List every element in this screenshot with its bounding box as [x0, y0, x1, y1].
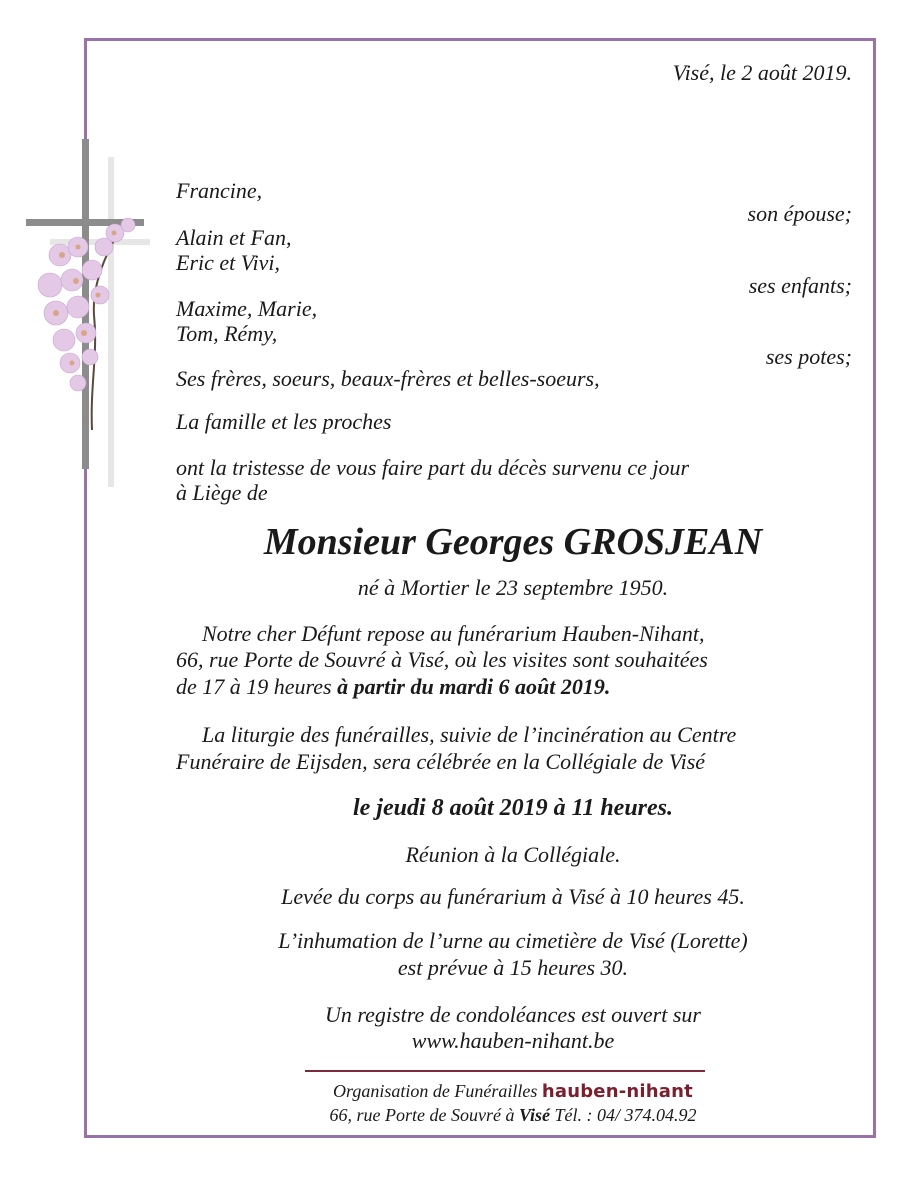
repose-line-3: de 17 à 19 heures à partir du mardi 6 août 2019. [176, 674, 611, 699]
siblings-line: Ses frères, soeurs, beaux-frères et belles-soeurs, [176, 366, 600, 391]
ceremony-date: le jeudi 8 août 2019 à 11 heures. [352, 795, 674, 821]
announcement-line-1: ont la tristesse de vous faire part du décès survenu ce jour [176, 455, 690, 480]
burial-line-1: L’inhumation de l’urne au cimetière de Visé (Lorette) [278, 928, 748, 953]
liturgy-line-2: Funéraire de Eijsden, sera célébrée en la Collégiale de Visé [176, 749, 706, 774]
condolences-link[interactable]: www.hauben-nihant.be [411, 1028, 615, 1053]
spouse-role: son épouse; [747, 201, 852, 226]
cross-orchid-icon [20, 135, 160, 495]
spouse-names: Francine, [176, 178, 263, 203]
relatives-line: La famille et les proches [176, 409, 392, 434]
repose-line-2: 66, rue Porte de Souvré à Visé, où les visites sont souhaitées [176, 647, 708, 672]
birth-line: né à Mortier le 23 septembre 1950. [357, 575, 669, 600]
liturgy-line-1: La liturgie des funérailles, suivie de l’incinération au Centre [202, 722, 737, 747]
place-date: Visé, le 2 août 2019. [672, 60, 852, 85]
friends-line-1: Maxime, Marie, [176, 296, 318, 321]
children-role: ses enfants; [748, 273, 852, 298]
departure-line: Levée du corps au funérarium à Visé à 10 heures 45. [281, 884, 745, 909]
children-line-2: Eric et Vivi, [176, 250, 281, 275]
footer-organisation: Organisation de Funérailles hauben-nihant [333, 1081, 693, 1102]
announcement-line-2: à Liège de [176, 480, 268, 505]
footer-address: 66, rue Porte de Souvré à Visé Tél. : 04/ 374.04.92 [329, 1105, 697, 1125]
deceased-name: Monsieur Georges GROSJEAN [263, 521, 763, 563]
brand-logo: hauben-nihant [541, 1081, 693, 1102]
condolences-line-1: Un registre de condoléances est ouvert sur [325, 1002, 701, 1027]
repose-line-1: Notre cher Défunt repose au funérarium Hauben-Nihant, [202, 621, 705, 646]
friends-line-2: Tom, Rémy, [176, 321, 278, 346]
burial-line-2: est prévue à 15 heures 30. [397, 955, 629, 980]
children-line-1: Alain et Fan, [176, 225, 292, 250]
meeting-line: Réunion à la Collégiale. [405, 842, 621, 867]
footer-divider [305, 1070, 705, 1072]
friends-role: ses potes; [765, 344, 852, 369]
